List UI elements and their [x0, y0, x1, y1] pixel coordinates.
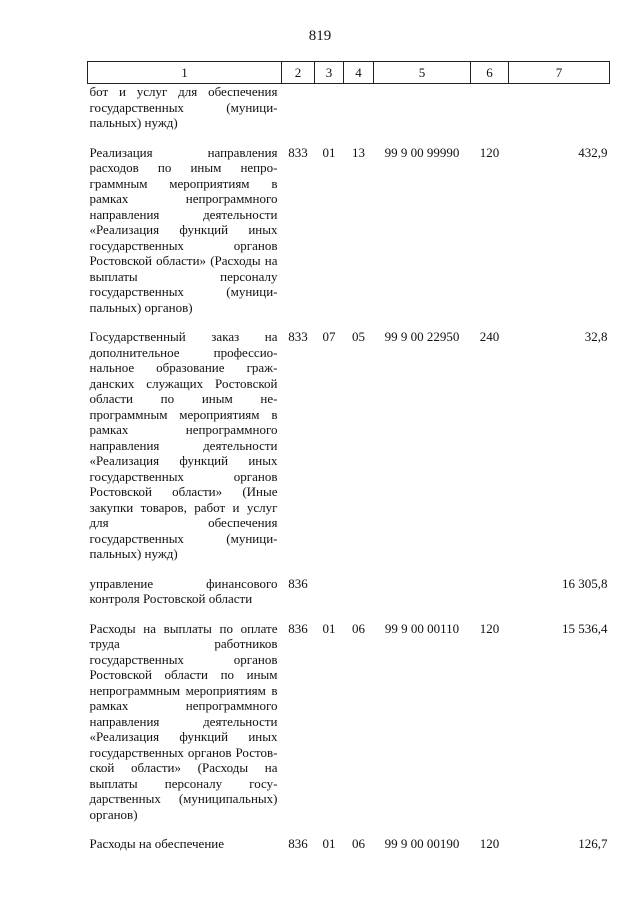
- row-subsection: 13: [352, 144, 365, 160]
- row-amount: 126,7: [578, 836, 608, 851]
- row-section: 01: [322, 620, 336, 636]
- header-col-3: 3: [315, 62, 344, 84]
- page-number: 819: [308, 28, 332, 44]
- row-section: 07: [322, 329, 336, 344]
- row-section: 01: [322, 144, 336, 160]
- row-ministry: 833: [288, 329, 308, 344]
- row-ministry: 836: [288, 620, 308, 636]
- table-body: [88, 84, 610, 852]
- table-row: [88, 315, 610, 562]
- header-col-6: 6: [471, 62, 509, 84]
- table-row: [88, 607, 610, 823]
- row-amount: 432,9: [578, 144, 608, 160]
- header-col-4: 4: [344, 62, 374, 84]
- row-ministry: 836: [288, 836, 308, 851]
- row-description: Государственный заказ на дополнительное профессиональное образование гражданских служащих Ростовской области по иным непрограммным мероприятиям в рамках непрограммного направления деятельности «Реализация функций иных государственных органов Ростовской области» (Иные закупки товаров, работ и услуг для обеспечения государственных (муниципальных) нужд): [89, 329, 278, 561]
- row-ministry: 836: [288, 575, 308, 591]
- row-target: 99 9 00 00190: [384, 836, 460, 851]
- row-expense-type: [471, 562, 509, 607]
- row-ministry: [282, 84, 315, 131]
- row-subsection: [344, 84, 374, 131]
- header-col-7: 7: [509, 62, 610, 84]
- row-amount: 16 305,8: [562, 575, 608, 591]
- table-row: [88, 84, 610, 131]
- row-target: 99 9 00 99990: [384, 144, 460, 160]
- row-description: Расходы на обеспечение: [89, 836, 225, 851]
- row-expense-type: 240: [479, 329, 500, 344]
- table-header: [88, 62, 610, 84]
- row-subsection: [344, 562, 374, 607]
- table-row: [88, 562, 610, 607]
- row-description: Расходы на выплаты по оплате труда работников государственных органов Ростовской области по иным непрограммным мероприятиям в рамках непрограммного направления деятельности «Реализация функций иных государственных органов Ростовской области» (Расходы на выплаты персоналу государственных (муниципальных) органов): [89, 620, 278, 822]
- header-col-1: 1: [88, 62, 282, 84]
- budget-table: [87, 61, 610, 852]
- header-col-5: 5: [374, 62, 471, 84]
- row-ministry: 833: [288, 144, 308, 160]
- row-expense-type: [471, 84, 509, 131]
- row-target: [374, 84, 471, 131]
- row-description: Реализация направления расходов по иным непрограммным мероприятиям в рамках непрограммного направления деятельности «Реализация функций иных государственных органов Ростовской области» (Расходы на выплаты персоналу государственных (муниципальных) органов): [89, 144, 278, 315]
- header-row: [88, 62, 610, 84]
- row-section: [315, 562, 344, 607]
- row-expense-type: 120: [479, 144, 500, 160]
- header-col-2: 2: [282, 62, 315, 84]
- row-target: 99 9 00 00110: [384, 620, 460, 636]
- row-expense-type: 120: [479, 620, 500, 636]
- row-description: управление финансового контроля Ростовской области: [89, 575, 278, 606]
- row-description: бот и услуг для обеспечения государственных (муниципальных) нужд): [89, 84, 278, 130]
- row-expense-type: 120: [479, 836, 500, 851]
- table-row: [88, 131, 610, 316]
- row-amount: [509, 84, 610, 131]
- table-row: [88, 822, 610, 852]
- row-amount: 32,8: [584, 329, 608, 344]
- row-section: [315, 84, 344, 131]
- row-target: 99 9 00 22950: [384, 329, 460, 344]
- row-subsection: 05: [352, 329, 365, 344]
- row-target: [374, 562, 471, 607]
- row-subsection: 06: [352, 620, 365, 636]
- row-section: 01: [322, 836, 336, 851]
- row-subsection: 06: [352, 836, 365, 851]
- row-amount: 15 536,4: [562, 620, 608, 636]
